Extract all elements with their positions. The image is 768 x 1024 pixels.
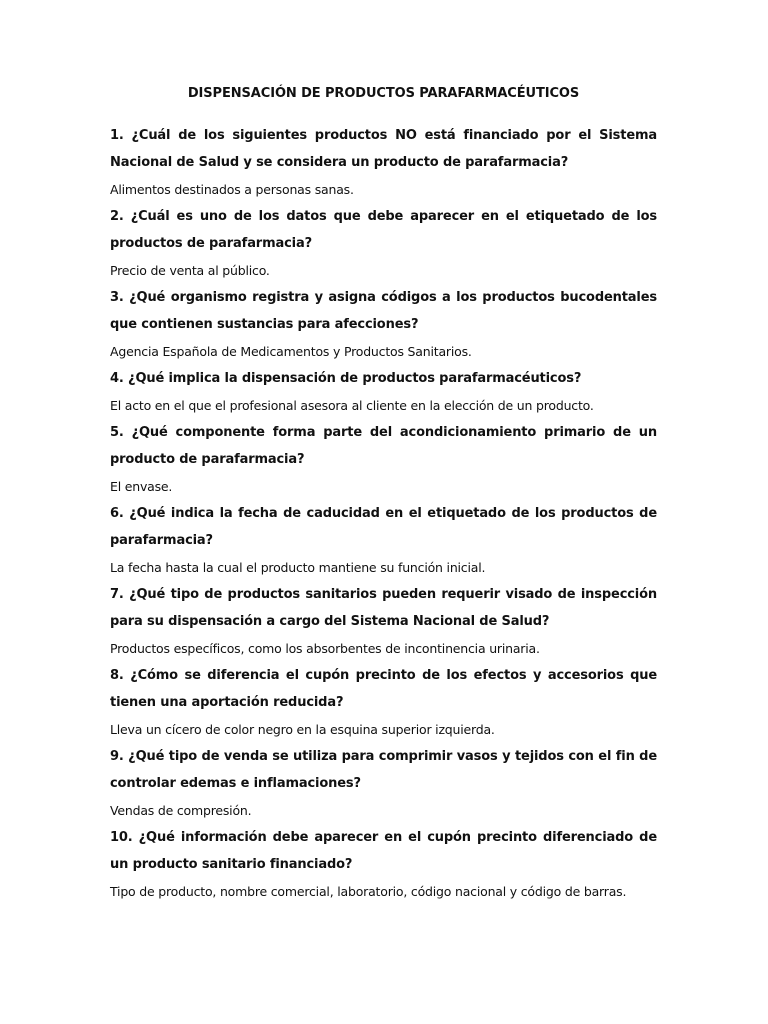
answer-6: La fecha hasta la cual el producto mantiene su función inicial.	[110, 560, 486, 575]
question-1: 1. ¿Cuál de los siguientes productos NO está financiado por el Sistema Nacional de Salud y se considera un producto de parafarmacia?	[110, 128, 657, 170]
qa-item-6	[110, 500, 657, 581]
answer-10: Tipo de producto, nombre comercial, laboratorio, código nacional y código de barras.	[110, 884, 627, 899]
qa-item-8	[110, 662, 657, 743]
answer-2: Precio de venta al público.	[110, 263, 270, 278]
qa-item-2	[110, 203, 657, 284]
qa-item-1	[110, 122, 657, 203]
answer-5: El envase.	[110, 479, 173, 494]
question-5: 5. ¿Qué componente forma parte del acondicionamiento primario de un producto de parafarmacia?	[110, 425, 657, 467]
question-4: 4. ¿Qué implica la dispensación de productos parafarmacéuticos?	[110, 371, 582, 386]
question-8: 8. ¿Cómo se diferencia el cupón precinto de los efectos y accesorios que tienen una aportación reducida?	[110, 668, 657, 710]
qa-item-7	[110, 581, 657, 662]
qa-item-3	[110, 284, 657, 365]
question-10: 10. ¿Qué información debe aparecer en el cupón precinto diferenciado de un producto sanitario financiado?	[110, 830, 657, 872]
answer-4: El acto en el que el profesional asesora al cliente en la elección de un producto.	[110, 398, 594, 413]
qa-item-5	[110, 419, 657, 500]
question-9: 9. ¿Qué tipo de venda se utiliza para comprimir vasos y tejidos con el fin de controlar edemas e inflamaciones?	[110, 749, 657, 791]
answer-8: Lleva un cícero de color negro en la esquina superior izquierda.	[110, 722, 495, 737]
question-2: 2. ¿Cuál es uno de los datos que debe aparecer en el etiquetado de los productos de parafarmacia?	[110, 209, 657, 251]
answer-7: Productos específicos, como los absorbentes de incontinencia urinaria.	[110, 641, 540, 656]
answer-1: Alimentos destinados a personas sanas.	[110, 182, 354, 197]
question-7: 7. ¿Qué tipo de productos sanitarios pueden requerir visado de inspección para su dispensación a cargo del Sistema Nacional de Salud?	[110, 587, 657, 629]
qa-item-10	[110, 824, 657, 905]
question-6: 6. ¿Qué indica la fecha de caducidad en el etiquetado de los productos de parafarmacia?	[110, 506, 657, 548]
page-title: DISPENSACIÓN DE PRODUCTOS PARAFARMACÉUTICOS	[187, 86, 580, 101]
answer-9: Vendas de compresión.	[110, 803, 252, 818]
answer-3: Agencia Española de Medicamentos y Productos Sanitarios.	[110, 344, 472, 359]
qa-item-4	[110, 365, 657, 419]
question-answer-list	[110, 122, 657, 905]
qa-item-9	[110, 743, 657, 824]
question-3: 3. ¿Qué organismo registra y asigna códigos a los productos bucodentales que contienen sustancias para afecciones?	[110, 290, 657, 332]
